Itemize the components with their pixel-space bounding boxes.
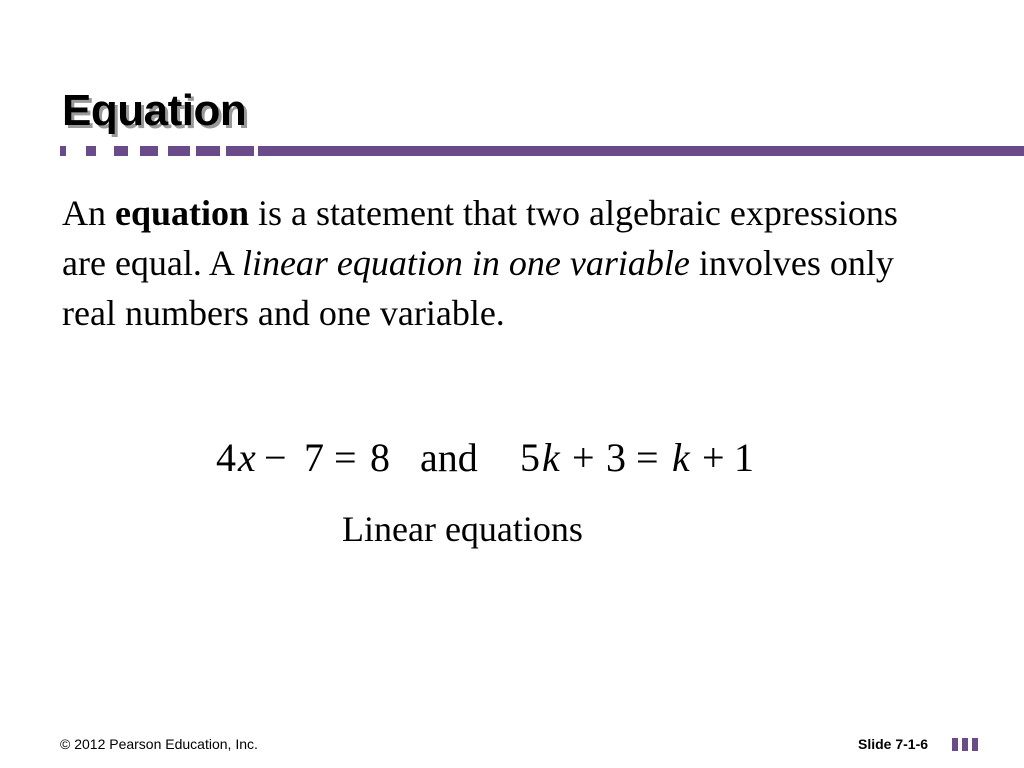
rule-dash (226, 146, 254, 156)
eq1-rhs: 8 (370, 435, 390, 480)
eq1-constant: 7 (304, 435, 324, 480)
eq2-plus-sign: + (572, 435, 595, 480)
eq2-rhs-variable: k (672, 435, 690, 480)
rule-dash (140, 146, 158, 156)
definition-paragraph (62, 188, 922, 338)
eq1-coefficient: 4 (216, 435, 236, 480)
eq2-coefficient: 5 (520, 435, 540, 480)
eq2-variable: k (542, 435, 560, 480)
copyright-notice: © 2012 Pearson Education, Inc. (60, 736, 258, 752)
definition-text: involves only real numbers and one variable. (62, 243, 894, 333)
eq1-minus-sign: − (264, 435, 287, 480)
rule-dash (168, 146, 190, 156)
title-solid-rule (258, 146, 1024, 156)
rule-dash (86, 146, 96, 156)
eq1-variable: x (238, 435, 256, 480)
title-dash-rule (60, 146, 258, 156)
eq2-rhs-constant: 1 (734, 435, 754, 480)
equation-connector: and (420, 435, 478, 480)
definition-text: An (62, 193, 115, 233)
eq1-equals-sign: = (334, 435, 357, 480)
eq2-equals-sign: = (636, 435, 659, 480)
equation-caption: Linear equations (342, 509, 583, 549)
definition-text: is a statement that two algebraic expressions are equal. A (62, 193, 898, 283)
slide-number: Slide 7-1-6 (858, 736, 929, 752)
eq2-constant: 3 (606, 435, 626, 480)
eq2-plus-sign-2: + (702, 435, 725, 480)
term-linear-equation: linear equation in one variable (241, 243, 690, 283)
slide-title: Equation (62, 86, 247, 135)
term-equation: equation (115, 193, 250, 233)
rule-dash (196, 146, 220, 156)
footer-bars-icon (952, 738, 984, 751)
rule-dash (60, 146, 66, 156)
rule-dash (114, 146, 128, 156)
